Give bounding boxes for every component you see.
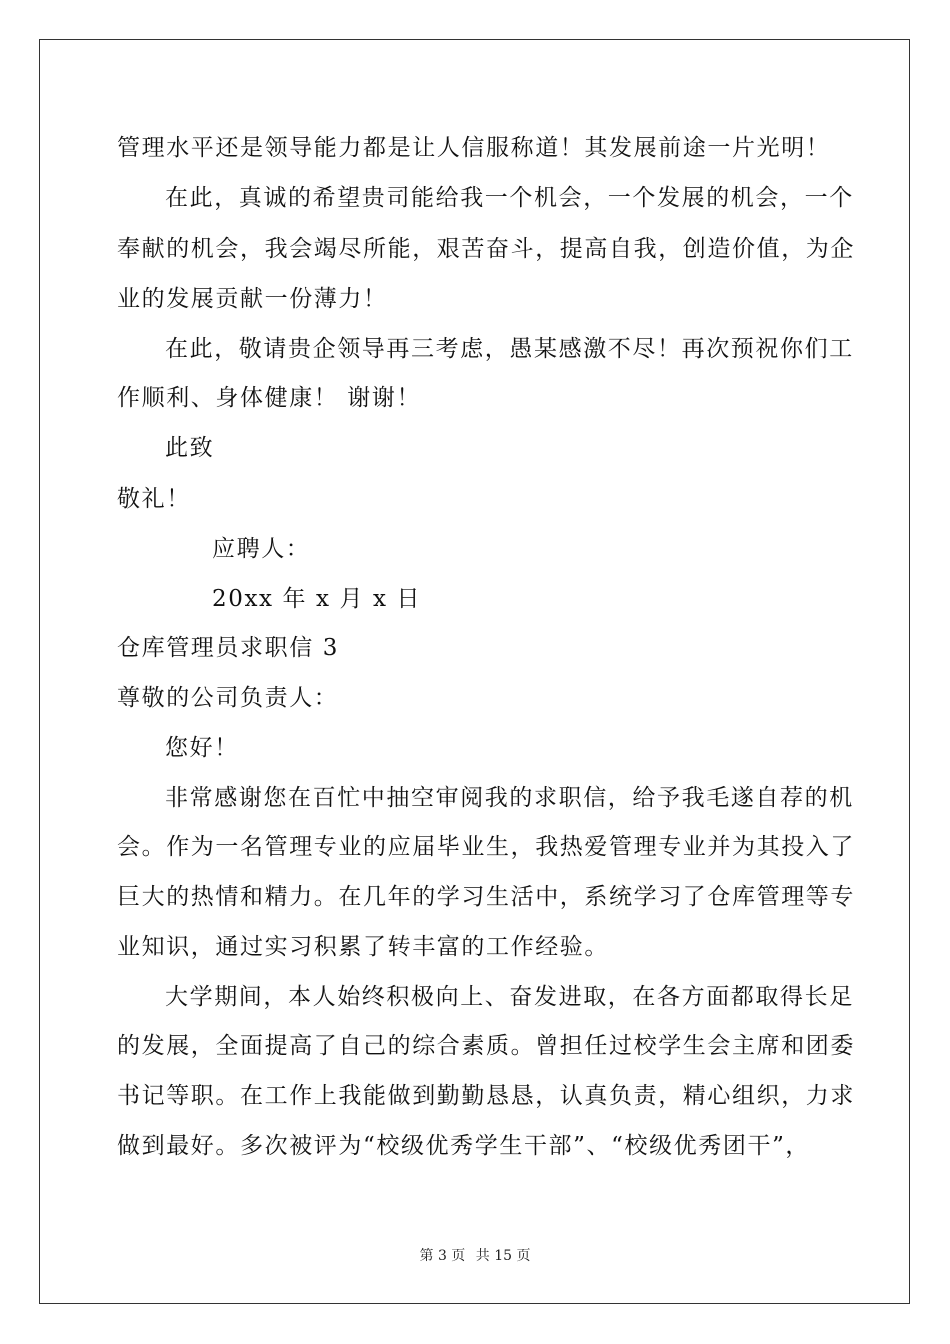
text-line: 会。作为一名管理专业的应届毕业生，我热爱管理专业并为其投入了 bbox=[117, 834, 855, 860]
page-footer bbox=[0, 1247, 950, 1265]
text-line: 管理水平还是领导能力都是让人信服称道！其发展前途一片光明！ bbox=[117, 135, 831, 161]
applicant-label: 应聘人： bbox=[212, 536, 311, 562]
text-line: 在此，敬请贵企领导再三考虑，愚某感激不尽！再次预祝你们工 bbox=[165, 336, 854, 362]
closing-salutation: 此致 bbox=[165, 435, 215, 461]
closing-regards: 敬礼！ bbox=[117, 486, 191, 512]
page-number: 第 3 页 bbox=[419, 1248, 466, 1264]
text-line: 书记等职。在工作上我能做到勤勤恳恳，认真负责，精心组织，力求 bbox=[117, 1083, 855, 1109]
text-line: 业知识，通过实习积累了转丰富的工作经验。 bbox=[117, 934, 609, 960]
letter-date: 20xx 年 x 月 x 日 bbox=[212, 586, 422, 612]
text-line: 做到最好。多次被评为“校级优秀学生干部”、“校级优秀团干”， bbox=[117, 1133, 811, 1159]
text-line: 的发展，全面提高了自己的综合素质。曾担任过校学生会主席和团委 bbox=[117, 1033, 855, 1059]
text-line: 作顺利、身体健康！ 谢谢！ bbox=[117, 385, 422, 411]
text-line: 非常感谢您在百忙中抽空审阅我的求职信，给予我毛遂自荐的机 bbox=[165, 785, 854, 811]
text-line: 在此，真诚的希望贵司能给我一个机会，一个发展的机会，一个 bbox=[165, 185, 854, 211]
greeting-recipient: 尊敬的公司负责人： bbox=[117, 685, 339, 711]
text-line: 大学期间，本人始终积极向上、奋发进取，在各方面都取得长足 bbox=[165, 984, 854, 1010]
greeting: 您好！ bbox=[165, 735, 239, 761]
page-border bbox=[39, 39, 910, 1304]
text-line: 业的发展贡献一份薄力！ bbox=[117, 286, 388, 312]
section-title: 仓库管理员求职信 3 bbox=[117, 635, 339, 661]
page-total: 共 15 页 bbox=[475, 1248, 531, 1264]
text-line: 巨大的热情和精力。在几年的学习生活中，系统学习了仓库管理等专 bbox=[117, 884, 855, 910]
text-line: 奉献的机会，我会竭尽所能，艰苦奋斗，提高自我，创造价值，为企 bbox=[117, 236, 855, 262]
